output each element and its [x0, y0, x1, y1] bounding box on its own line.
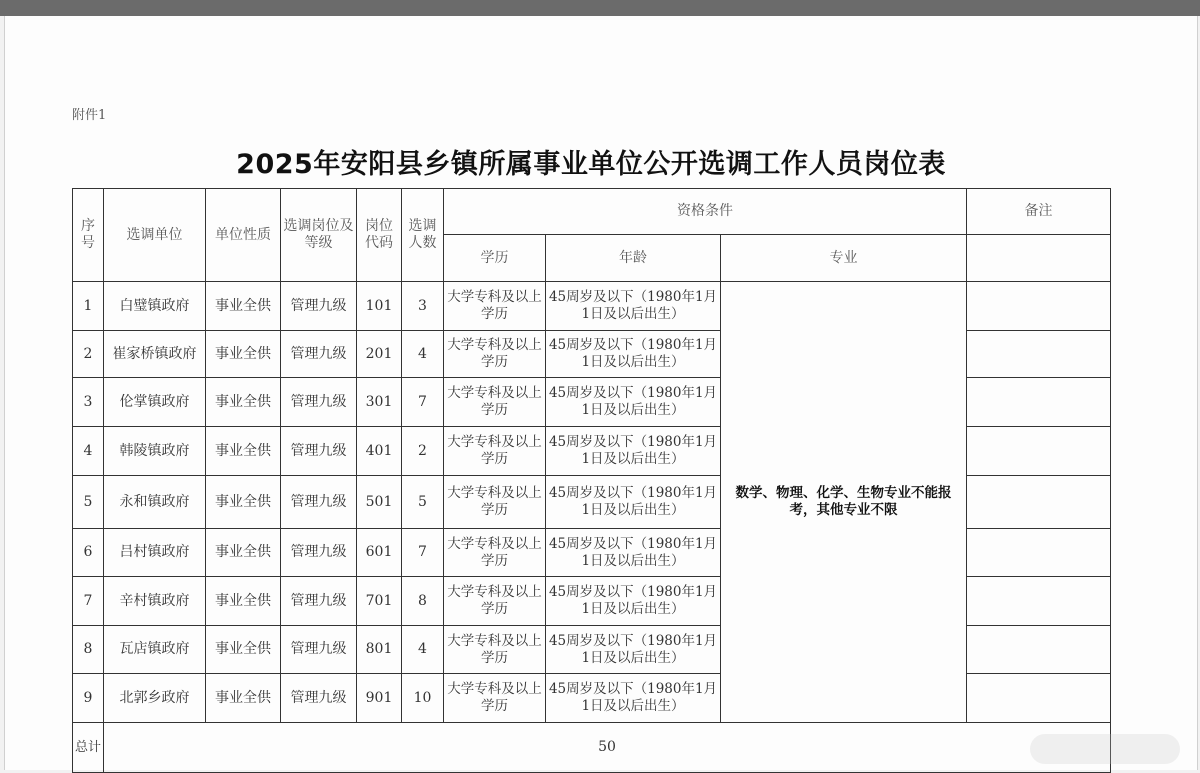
cell-seq: 4 — [73, 427, 104, 476]
attachment-label: 附件1 — [72, 108, 107, 123]
cell-code: 901 — [357, 674, 402, 723]
cell-education: 大学专科及以上学历 — [444, 427, 546, 476]
header-remarks: 备注 — [967, 189, 1111, 235]
cell-seq: 8 — [73, 626, 104, 674]
cell-seq: 3 — [73, 378, 104, 427]
cell-count: 8 — [402, 577, 444, 626]
header-unit: 选调单位 — [104, 189, 206, 282]
cell-seq: 2 — [73, 331, 104, 378]
cell-age: 45周岁及以下（1980年1月1日及以后出生） — [546, 378, 721, 427]
cell-age: 45周岁及以下（1980年1月1日及以后出生） — [546, 626, 721, 674]
header-qualifications: 资格条件 — [444, 189, 967, 235]
header-count: 选调人数 — [402, 189, 444, 282]
header-major: 专业 — [721, 235, 967, 282]
cell-unit: 韩陵镇政府 — [104, 427, 206, 476]
cell-education: 大学专科及以上学历 — [444, 577, 546, 626]
table-row — [73, 282, 1111, 331]
header-education: 学历 — [444, 235, 546, 282]
total-value: 50 — [104, 723, 1111, 773]
cell-nature: 事业全供 — [206, 331, 281, 378]
cell-post: 管理九级 — [281, 529, 357, 577]
header-post: 选调岗位及等级 — [281, 189, 357, 282]
cell-seq: 9 — [73, 674, 104, 723]
cell-count: 7 — [402, 529, 444, 577]
cell-seq: 6 — [73, 529, 104, 577]
cell-age: 45周岁及以下（1980年1月1日及以后出生） — [546, 476, 721, 529]
viewer-top-bar — [0, 0, 1200, 16]
cell-post: 管理九级 — [281, 331, 357, 378]
cell-unit: 崔家桥镇政府 — [104, 331, 206, 378]
cell-nature: 事业全供 — [206, 529, 281, 577]
cell-nature: 事业全供 — [206, 378, 281, 427]
cell-remarks — [967, 577, 1111, 626]
cell-post: 管理九级 — [281, 476, 357, 529]
header-code: 岗位代码 — [357, 189, 402, 282]
cell-unit: 伦掌镇政府 — [104, 378, 206, 427]
cell-code: 301 — [357, 378, 402, 427]
cell-count: 2 — [402, 427, 444, 476]
cell-remarks — [967, 529, 1111, 577]
cell-post: 管理九级 — [281, 282, 357, 331]
cell-count: 4 — [402, 331, 444, 378]
cell-education: 大学专科及以上学历 — [444, 331, 546, 378]
cell-remarks — [967, 282, 1111, 331]
cell-unit: 瓦店镇政府 — [104, 626, 206, 674]
cell-nature: 事业全供 — [206, 674, 281, 723]
cell-major-requirement: 数学、物理、化学、生物专业不能报考，其他专业不限 — [721, 282, 967, 723]
cell-post: 管理九级 — [281, 674, 357, 723]
cell-seq: 1 — [73, 282, 104, 331]
cell-count: 10 — [402, 674, 444, 723]
cell-age: 45周岁及以下（1980年1月1日及以后出生） — [546, 282, 721, 331]
cell-code: 101 — [357, 282, 402, 331]
cell-code: 801 — [357, 626, 402, 674]
cell-age: 45周岁及以下（1980年1月1日及以后出生） — [546, 427, 721, 476]
positions-table — [72, 188, 1111, 773]
cell-unit: 吕村镇政府 — [104, 529, 206, 577]
cell-remarks — [967, 626, 1111, 674]
cell-count: 7 — [402, 378, 444, 427]
cell-nature: 事业全供 — [206, 626, 281, 674]
cell-code: 401 — [357, 427, 402, 476]
cell-education: 大学专科及以上学历 — [444, 282, 546, 331]
cell-code: 701 — [357, 577, 402, 626]
cell-nature: 事业全供 — [206, 577, 281, 626]
cell-unit: 辛村镇政府 — [104, 577, 206, 626]
cell-unit: 白璧镇政府 — [104, 282, 206, 331]
cell-code: 201 — [357, 331, 402, 378]
cell-count: 5 — [402, 476, 444, 529]
watermark-mark — [1030, 734, 1180, 764]
cell-code: 601 — [357, 529, 402, 577]
cell-nature: 事业全供 — [206, 476, 281, 529]
total-label: 总计 — [73, 723, 104, 773]
cell-unit: 永和镇政府 — [104, 476, 206, 529]
cell-remarks — [967, 476, 1111, 529]
header-age: 年龄 — [546, 235, 721, 282]
cell-count: 3 — [402, 282, 444, 331]
cell-post: 管理九级 — [281, 378, 357, 427]
header-seq: 序号 — [73, 189, 104, 282]
cell-age: 45周岁及以下（1980年1月1日及以后出生） — [546, 674, 721, 723]
cell-seq: 5 — [73, 476, 104, 529]
page-title: 2025年安阳县乡镇所属事业单位公开选调工作人员岗位表 — [236, 149, 946, 180]
cell-remarks — [967, 378, 1111, 427]
cell-education: 大学专科及以上学历 — [444, 529, 546, 577]
cell-age: 45周岁及以下（1980年1月1日及以后出生） — [546, 529, 721, 577]
header-nature: 单位性质 — [206, 189, 281, 282]
cell-education: 大学专科及以上学历 — [444, 674, 546, 723]
cell-age: 45周岁及以下（1980年1月1日及以后出生） — [546, 577, 721, 626]
cell-education: 大学专科及以上学历 — [444, 378, 546, 427]
cell-education: 大学专科及以上学历 — [444, 476, 546, 529]
cell-post: 管理九级 — [281, 626, 357, 674]
cell-remarks — [967, 331, 1111, 378]
cell-unit: 北郭乡政府 — [104, 674, 206, 723]
total-row — [73, 723, 1111, 773]
cell-age: 45周岁及以下（1980年1月1日及以后出生） — [546, 331, 721, 378]
cell-nature: 事业全供 — [206, 427, 281, 476]
cell-post: 管理九级 — [281, 427, 357, 476]
cell-nature: 事业全供 — [206, 282, 281, 331]
cell-code: 501 — [357, 476, 402, 529]
cell-seq: 7 — [73, 577, 104, 626]
cell-remarks — [967, 674, 1111, 723]
cell-post: 管理九级 — [281, 577, 357, 626]
cell-count: 4 — [402, 626, 444, 674]
cell-remarks — [967, 427, 1111, 476]
header-remarks-blank — [967, 235, 1111, 282]
cell-education: 大学专科及以上学历 — [444, 626, 546, 674]
